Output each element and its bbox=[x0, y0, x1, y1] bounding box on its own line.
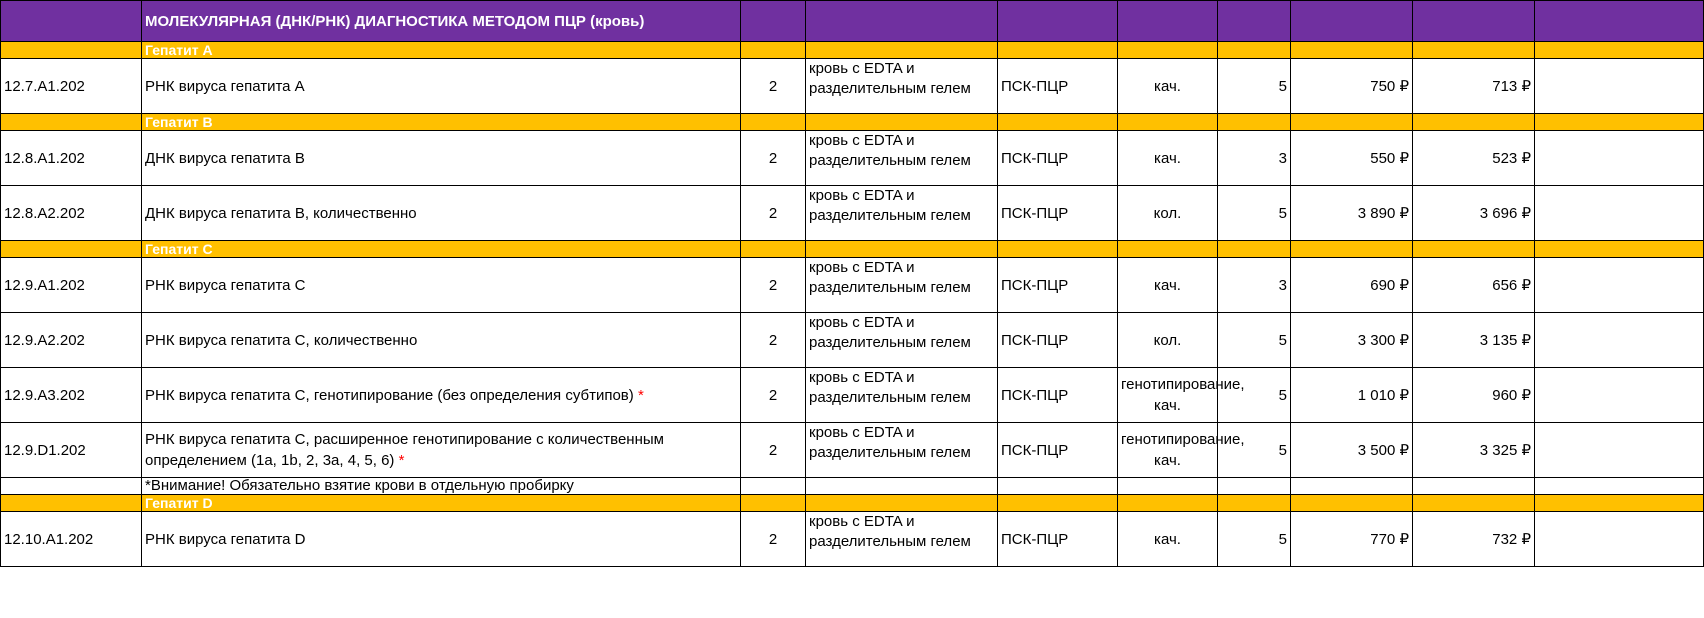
sample-type: кровь с EDTA и разделительным гелем bbox=[809, 513, 971, 550]
discount-price: 3 135 ₽ bbox=[1413, 313, 1535, 368]
discount-price: 656 ₽ bbox=[1413, 258, 1535, 313]
section-empty-cell bbox=[1413, 114, 1535, 131]
turnaround-days: 2 bbox=[741, 368, 806, 423]
section-empty-cell bbox=[806, 241, 998, 258]
empty-cell bbox=[1535, 131, 1704, 186]
test-code: 12.8.A1.202 bbox=[1, 131, 142, 186]
table-row bbox=[1, 368, 1704, 423]
technology: ПСК-ПЦР bbox=[998, 258, 1118, 313]
test-name: РНК вируса гепатита С, расширенное генотипирование с количественным определением (1a, 1b, 2, 3a, 4, 5, 6) bbox=[145, 431, 664, 469]
test-code: 12.9.A2.202 bbox=[1, 313, 142, 368]
test-name: РНК вируса гепатита С, количественно bbox=[145, 331, 418, 349]
turnaround-days: 2 bbox=[741, 423, 806, 478]
empty-cell bbox=[1535, 368, 1704, 423]
test-code: 12.9.A3.202 bbox=[1, 368, 142, 423]
section-empty-cell bbox=[998, 241, 1118, 258]
technology: ПСК-ПЦР bbox=[998, 59, 1118, 114]
quantity: 5 bbox=[1218, 423, 1291, 478]
section-empty-cell bbox=[741, 495, 806, 512]
section-empty-cell bbox=[1118, 42, 1218, 59]
note-empty-cell bbox=[1413, 478, 1535, 495]
discount-price: 732 ₽ bbox=[1413, 512, 1535, 567]
section-empty-cell bbox=[1413, 42, 1535, 59]
section-empty-cell bbox=[1291, 241, 1413, 258]
method: кач. bbox=[1118, 59, 1218, 114]
note-empty-cell bbox=[741, 478, 806, 495]
discount-price: 960 ₽ bbox=[1413, 368, 1535, 423]
price: 3 300 ₽ bbox=[1291, 313, 1413, 368]
test-name-cell bbox=[142, 423, 741, 478]
section-empty-cell bbox=[1, 114, 142, 131]
sample-type-cell bbox=[806, 131, 998, 186]
section-empty-cell bbox=[741, 42, 806, 59]
method: кол. bbox=[1118, 186, 1218, 241]
price: 3 500 ₽ bbox=[1291, 423, 1413, 478]
section-empty-cell bbox=[1218, 42, 1291, 59]
test-code: 12.8.A2.202 bbox=[1, 186, 142, 241]
test-name: ДНК вируса гепатита В, количественно bbox=[145, 204, 417, 222]
note-row bbox=[1, 478, 1704, 495]
quantity: 5 bbox=[1218, 512, 1291, 567]
turnaround-days: 2 bbox=[741, 186, 806, 241]
test-name-cell bbox=[142, 313, 741, 368]
discount-price: 3 696 ₽ bbox=[1413, 186, 1535, 241]
test-name: РНК вируса гепатита С, генотипирование (без определения субтипов) bbox=[145, 386, 634, 404]
empty-cell bbox=[1535, 313, 1704, 368]
section-empty-cell bbox=[1, 241, 142, 258]
section-empty-cell bbox=[1535, 114, 1704, 131]
quantity: 5 bbox=[1218, 186, 1291, 241]
test-name: РНК вируса гепатита С bbox=[145, 276, 306, 294]
sample-type: кровь с EDTA и разделительным гелем bbox=[809, 314, 971, 351]
section-empty-cell bbox=[1535, 495, 1704, 512]
table-row bbox=[1, 313, 1704, 368]
table-row bbox=[1, 186, 1704, 241]
note-empty-cell bbox=[1218, 478, 1291, 495]
section-row bbox=[1, 241, 1704, 258]
price: 770 ₽ bbox=[1291, 512, 1413, 567]
test-name-cell bbox=[142, 59, 741, 114]
sample-type-cell bbox=[806, 512, 998, 567]
sample-type: кровь с EDTA и разделительным гелем bbox=[809, 259, 971, 296]
sample-type-cell bbox=[806, 59, 998, 114]
method: генотипирование, кач. bbox=[1118, 423, 1218, 478]
method: кол. bbox=[1118, 313, 1218, 368]
section-empty-cell bbox=[1218, 241, 1291, 258]
empty-cell bbox=[1535, 423, 1704, 478]
discount-price: 523 ₽ bbox=[1413, 131, 1535, 186]
test-code: 12.10.A1.202 bbox=[1, 512, 142, 567]
method: кач. bbox=[1118, 512, 1218, 567]
section-empty-cell bbox=[1218, 114, 1291, 131]
sample-type-cell bbox=[806, 423, 998, 478]
section-row bbox=[1, 114, 1704, 131]
note-empty-cell bbox=[1535, 478, 1704, 495]
section-empty-cell bbox=[806, 42, 998, 59]
empty-cell bbox=[1535, 512, 1704, 567]
table-row bbox=[1, 512, 1704, 567]
quantity: 3 bbox=[1218, 258, 1291, 313]
note-empty-cell bbox=[1118, 478, 1218, 495]
table-row bbox=[1, 131, 1704, 186]
turnaround-days: 2 bbox=[741, 512, 806, 567]
note-empty-cell bbox=[806, 478, 998, 495]
test-name-cell bbox=[142, 512, 741, 567]
technology: ПСК-ПЦР bbox=[998, 512, 1118, 567]
price: 1 010 ₽ bbox=[1291, 368, 1413, 423]
technology: ПСК-ПЦР bbox=[998, 368, 1118, 423]
table-header-row bbox=[1, 1, 1704, 42]
section-empty-cell bbox=[1, 42, 142, 59]
test-name: РНК вируса гепатита А bbox=[145, 77, 305, 95]
section-empty-cell bbox=[1291, 42, 1413, 59]
sample-type: кровь с EDTA и разделительным гелем bbox=[809, 132, 971, 169]
section-empty-cell bbox=[1118, 114, 1218, 131]
section-empty-cell bbox=[806, 114, 998, 131]
table-row bbox=[1, 258, 1704, 313]
attention-note: *Внимание! Обязательно взятие крови в отдельную пробирку bbox=[142, 478, 741, 495]
test-code: 12.9.D1.202 bbox=[1, 423, 142, 478]
section-empty-cell bbox=[1218, 495, 1291, 512]
turnaround-days: 2 bbox=[741, 258, 806, 313]
table-title: МОЛЕКУЛЯРНАЯ (ДНК/РНК) ДИАГНОСТИКА МЕТОДОМ ПЦР (кровь) bbox=[142, 1, 741, 42]
discount-price: 3 325 ₽ bbox=[1413, 423, 1535, 478]
section-empty-cell bbox=[998, 495, 1118, 512]
section-empty-cell bbox=[1291, 495, 1413, 512]
section-empty-cell bbox=[1413, 495, 1535, 512]
quantity: 5 bbox=[1218, 313, 1291, 368]
sample-type: кровь с EDTA и разделительным гелем bbox=[809, 424, 971, 461]
table-row bbox=[1, 59, 1704, 114]
method: кач. bbox=[1118, 258, 1218, 313]
turnaround-days: 2 bbox=[741, 313, 806, 368]
sample-type: кровь с EDTA и разделительным гелем bbox=[809, 369, 971, 406]
quantity: 3 bbox=[1218, 131, 1291, 186]
test-name-cell bbox=[142, 186, 741, 241]
empty-cell bbox=[1535, 186, 1704, 241]
price: 690 ₽ bbox=[1291, 258, 1413, 313]
section-empty-cell bbox=[1, 495, 142, 512]
empty-cell bbox=[1535, 59, 1704, 114]
section-empty-cell bbox=[806, 495, 998, 512]
section-title: Гепатит В bbox=[142, 114, 741, 131]
section-empty-cell bbox=[1535, 42, 1704, 59]
turnaround-days: 2 bbox=[741, 131, 806, 186]
price: 750 ₽ bbox=[1291, 59, 1413, 114]
sample-type-cell bbox=[806, 186, 998, 241]
test-name: РНК вируса гепатита D bbox=[145, 530, 306, 548]
test-code: 12.9.A1.202 bbox=[1, 258, 142, 313]
section-empty-cell bbox=[1413, 241, 1535, 258]
test-name-cell bbox=[142, 368, 741, 423]
sample-type-cell bbox=[806, 313, 998, 368]
price: 550 ₽ bbox=[1291, 131, 1413, 186]
discount-price: 713 ₽ bbox=[1413, 59, 1535, 114]
sample-type: кровь с EDTA и разделительным гелем bbox=[809, 60, 971, 97]
note-empty-cell bbox=[998, 478, 1118, 495]
note-marker: * bbox=[398, 452, 405, 469]
technology: ПСК-ПЦР bbox=[998, 313, 1118, 368]
note-marker: * bbox=[637, 386, 644, 404]
empty-cell bbox=[1535, 258, 1704, 313]
technology: ПСК-ПЦР bbox=[998, 423, 1118, 478]
quantity: 5 bbox=[1218, 59, 1291, 114]
sample-type: кровь с EDTA и разделительным гелем bbox=[809, 187, 971, 224]
section-empty-cell bbox=[1118, 241, 1218, 258]
section-empty-cell bbox=[998, 42, 1118, 59]
test-name-cell bbox=[142, 131, 741, 186]
note-empty-cell bbox=[1, 478, 142, 495]
section-row bbox=[1, 42, 1704, 59]
section-empty-cell bbox=[1118, 495, 1218, 512]
section-title: Гепатит А bbox=[142, 42, 741, 59]
sample-type-cell bbox=[806, 368, 998, 423]
turnaround-days: 2 bbox=[741, 59, 806, 114]
note-empty-cell bbox=[1291, 478, 1413, 495]
method: генотипирование, кач. bbox=[1118, 368, 1218, 423]
test-name: ДНК вируса гепатита В bbox=[145, 149, 305, 167]
section-empty-cell bbox=[1291, 114, 1413, 131]
table-row bbox=[1, 423, 1704, 478]
technology: ПСК-ПЦР bbox=[998, 186, 1118, 241]
section-empty-cell bbox=[741, 114, 806, 131]
method: кач. bbox=[1118, 131, 1218, 186]
section-empty-cell bbox=[998, 114, 1118, 131]
test-code: 12.7.A1.202 bbox=[1, 59, 142, 114]
section-empty-cell bbox=[1535, 241, 1704, 258]
technology: ПСК-ПЦР bbox=[998, 131, 1118, 186]
section-title: Гепатит С bbox=[142, 241, 741, 258]
section-empty-cell bbox=[741, 241, 806, 258]
test-name-cell bbox=[142, 258, 741, 313]
price: 3 890 ₽ bbox=[1291, 186, 1413, 241]
quantity: 5 bbox=[1218, 368, 1291, 423]
section-row bbox=[1, 495, 1704, 512]
sample-type-cell bbox=[806, 258, 998, 313]
section-title: Гепатит D bbox=[142, 495, 741, 512]
